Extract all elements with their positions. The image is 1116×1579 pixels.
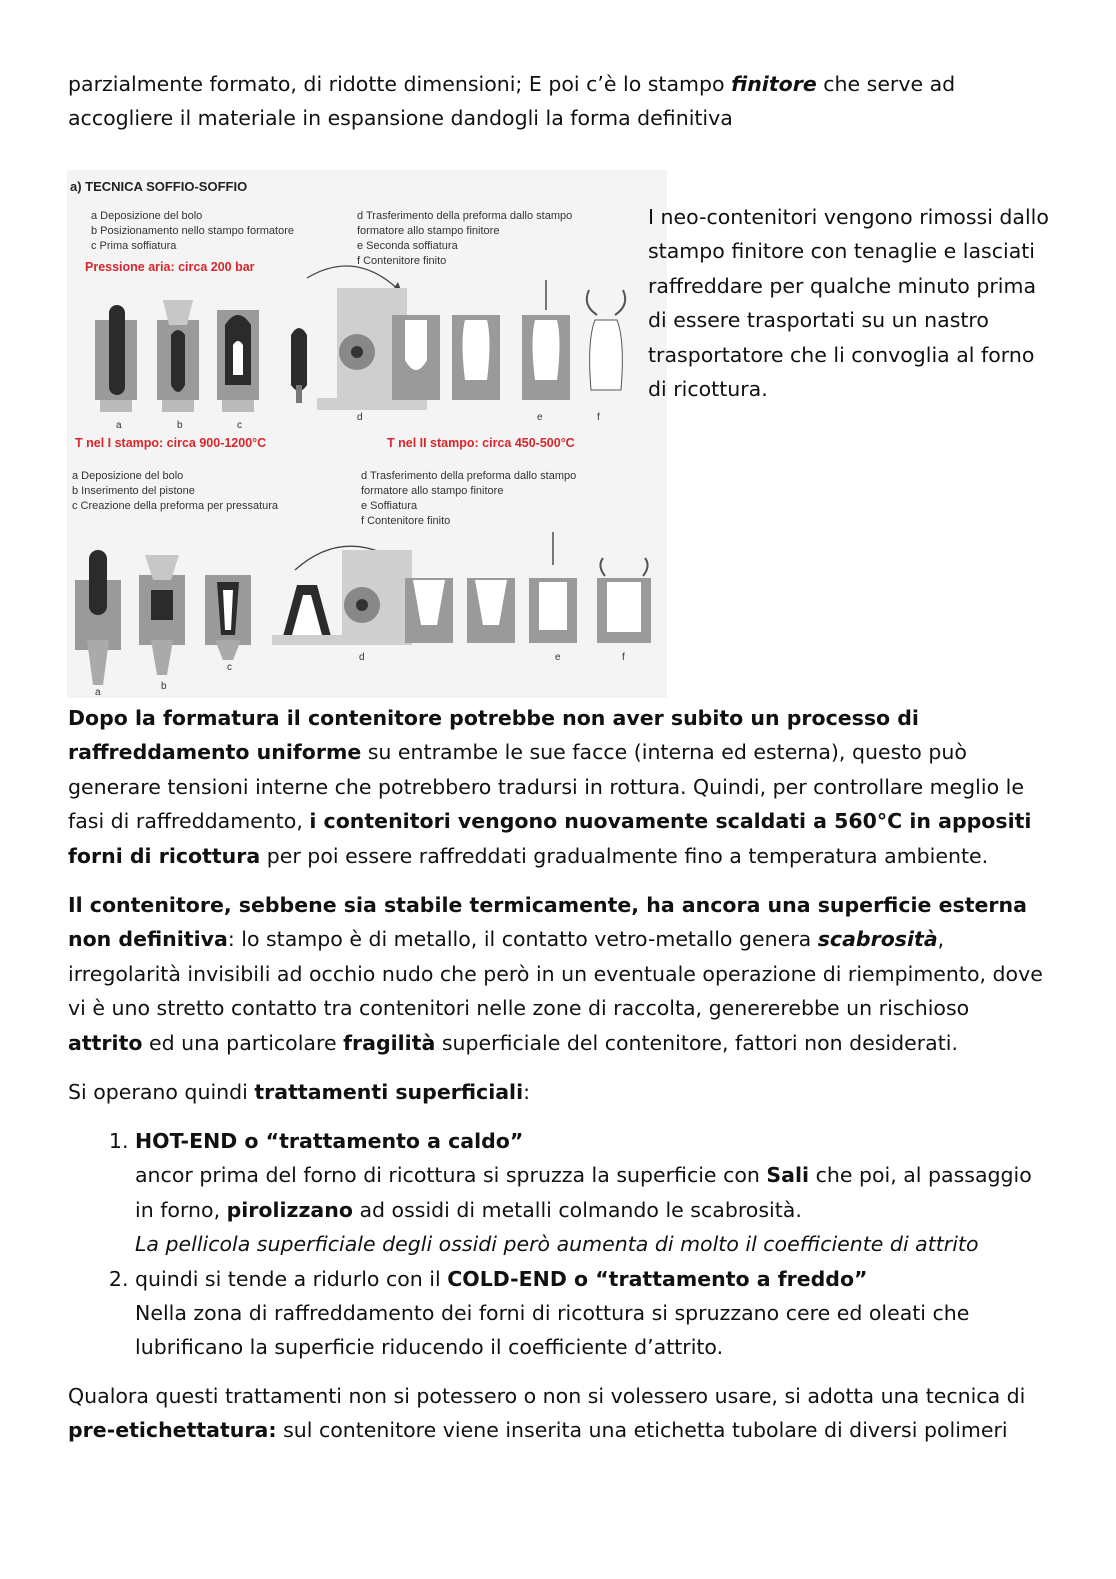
side-paragraph: I neo-contenitori vengono rimossi dallo stampo finitore con tenaglie e lasciati raffreddare per qualche minuto prima di essere trasportati su un nastro trasportatore che li convoglia al forno di ricottura. <box>648 205 1049 402</box>
paragraph-cooling <box>68 701 1048 873</box>
fig-top-step-f: f Contenitore finito <box>357 255 447 267</box>
glass-forming-figure <box>67 170 667 698</box>
fig-bot-step-a: a Deposizione del bolo <box>72 470 184 482</box>
intro-text-1: parzialmente formato, di ridotte dimensioni; E poi c’è lo stampo <box>68 72 732 96</box>
p3-text-2: : <box>523 1080 531 1104</box>
p1-bold-2: i contenitori vengono nuovamente scaldati a 560°C in appositi forni di ricottura <box>68 809 1032 868</box>
fig-top-step-c: c Prima soffiatura <box>91 240 177 252</box>
intro-paragraph <box>68 67 1048 136</box>
fig-bot-step-e: e Soffiatura <box>361 500 418 512</box>
p2-text-2: , irregolarità invisibili ad occhio nudo che però in un eventuale operazione di riempimento, dove vi è uno stretto contatto tra contenitori nelle zone di raccolta, genererebbe un rischioso <box>68 927 1043 1021</box>
bottom-letter-a: a <box>95 687 101 698</box>
top-letter-f: f <box>597 412 600 423</box>
p1-text-1: su entrambe le sue facce (interna ed esterna), questo può generare tensioni interne che potrebbero tradursi in rottura. Quindi, per controllare meglio le fasi di raffreddamento, <box>68 740 1024 834</box>
fig-bot-step-d1: d Trasferimento della preforma dallo stampo <box>361 470 577 482</box>
intro-text-2: che serve ad accogliere il materiale in espansione dandogli la forma definitiva <box>68 72 956 131</box>
top-letter-a: a <box>116 420 122 431</box>
fig-bot-step-c: c Creazione della preforma per pressatura <box>72 500 279 512</box>
fig-pressure-label: Pressione aria: circa 200 bar <box>85 260 255 274</box>
bottom-letter-d: d <box>359 652 365 663</box>
fig-bot-step-b: b Inserimento del pistone <box>72 485 195 497</box>
p1-bold-1: Dopo la formatura il contenitore potrebbe non aver subito un processo di raffreddamento uniforme <box>68 706 919 765</box>
top-letter-b: b <box>177 420 183 431</box>
fig-t1-label: T nel I stampo: circa 900-1200°C <box>75 436 267 450</box>
fig-bot-step-d2: formatore allo stampo finitore <box>361 485 504 497</box>
top-mold-a <box>95 305 137 412</box>
list-item <box>135 1124 1048 1262</box>
paragraph-treatments-intro <box>68 1075 1048 1109</box>
top-letter-e: e <box>537 412 543 423</box>
p4-text-1: Qualora questi trattamenti non si potessero o non si volessero usare, si adotta una tecnica di <box>68 1384 1026 1408</box>
fig-t2-label: T nel II stampo: circa 450-500°C <box>387 436 575 450</box>
paragraph-surface <box>68 888 1048 1060</box>
hot-end-text-1: ancor prima del forno di ricottura si spruzza la superficie con <box>135 1163 767 1188</box>
fig-top-step-b: b Posizionamento nello stampo formatore <box>91 225 294 237</box>
hot-end-text-2: che poi, al passaggio in forno, <box>135 1163 1032 1222</box>
fig-top-step-e: e Seconda soffiatura <box>357 240 458 252</box>
p2-bold-3: fragilità <box>343 1030 436 1055</box>
bottom-letter-c: c <box>227 662 232 673</box>
cold-end-text-1: quindi si tende a ridurlo con il <box>135 1266 448 1291</box>
fig-top-title: a) TECNICA SOFFIO-SOFFIO <box>70 179 248 194</box>
cold-end-title: COLD-END o “trattamento a freddo” <box>447 1266 868 1291</box>
fig-top-step-a: a Deposizione del bolo <box>91 210 203 222</box>
p3-bold-1: trattamenti superficiali <box>254 1080 524 1104</box>
p2-bold-1: Il contenitore, sebbene sia stabile termicamente, ha ancora una superficie esterna non definitiva <box>68 893 1027 952</box>
fig-top-step-d2: formatore allo stampo finitore <box>357 225 500 237</box>
p3-text-1: Si operano quindi <box>68 1080 255 1104</box>
list-item <box>135 1262 1048 1365</box>
bottom-letter-b: b <box>161 681 167 692</box>
p2-text-3: ed una particolare <box>142 1030 344 1055</box>
intro-finitore: finitore <box>731 72 817 96</box>
hot-end-text-3: ad ossidi di metalli colmando le scabrosità. <box>352 1197 802 1222</box>
figure-svg <box>67 170 667 698</box>
hot-end-bold-sali: Sali <box>766 1163 810 1188</box>
hot-end-bold-pirolizzano: pirolizzano <box>226 1197 353 1222</box>
p1-text-2: per poi essere raffreddati gradualmente fino a temperatura ambiente. <box>260 843 989 868</box>
top-mold-c <box>217 310 259 412</box>
bottom-letter-e: e <box>555 652 561 663</box>
top-letter-d: d <box>357 412 363 423</box>
p2-text-1: : lo stampo è di metallo, il contatto vetro-metallo genera <box>227 927 818 952</box>
fig-top-step-d1: d Trasferimento della preforma dallo stampo <box>357 210 573 222</box>
p4-text-2: sul contenitore viene inserita una etichetta tubolare di diversi polimeri <box>276 1418 1008 1443</box>
hot-end-title: HOT-END o “trattamento a caldo” <box>135 1129 524 1153</box>
fig-bot-step-f: f Contenitore finito <box>361 515 451 527</box>
bottom-letter-f: f <box>622 652 625 663</box>
treatments-list <box>68 1124 1048 1365</box>
paragraph-pre-labeling <box>68 1379 1048 1448</box>
cold-end-text-2: Nella zona di raffreddamento dei forni di ricottura si spruzzano cere ed oleati che lubrificano la superficie riducendo il coefficiente d’attrito. <box>135 1301 970 1360</box>
p2-bold-italic: scabrosità <box>817 927 938 952</box>
top-letter-c: c <box>237 420 242 431</box>
p4-bold-1: pre-etichettatura: <box>68 1418 277 1443</box>
hot-end-italic-note: La pellicola superficiale degli ossidi però aumenta di molto il coefficiente di attrito <box>135 1232 979 1257</box>
p2-text-4: superficiale del contenitore, fattori non desiderati. <box>435 1030 958 1055</box>
p2-bold-2: attrito <box>68 1030 143 1055</box>
